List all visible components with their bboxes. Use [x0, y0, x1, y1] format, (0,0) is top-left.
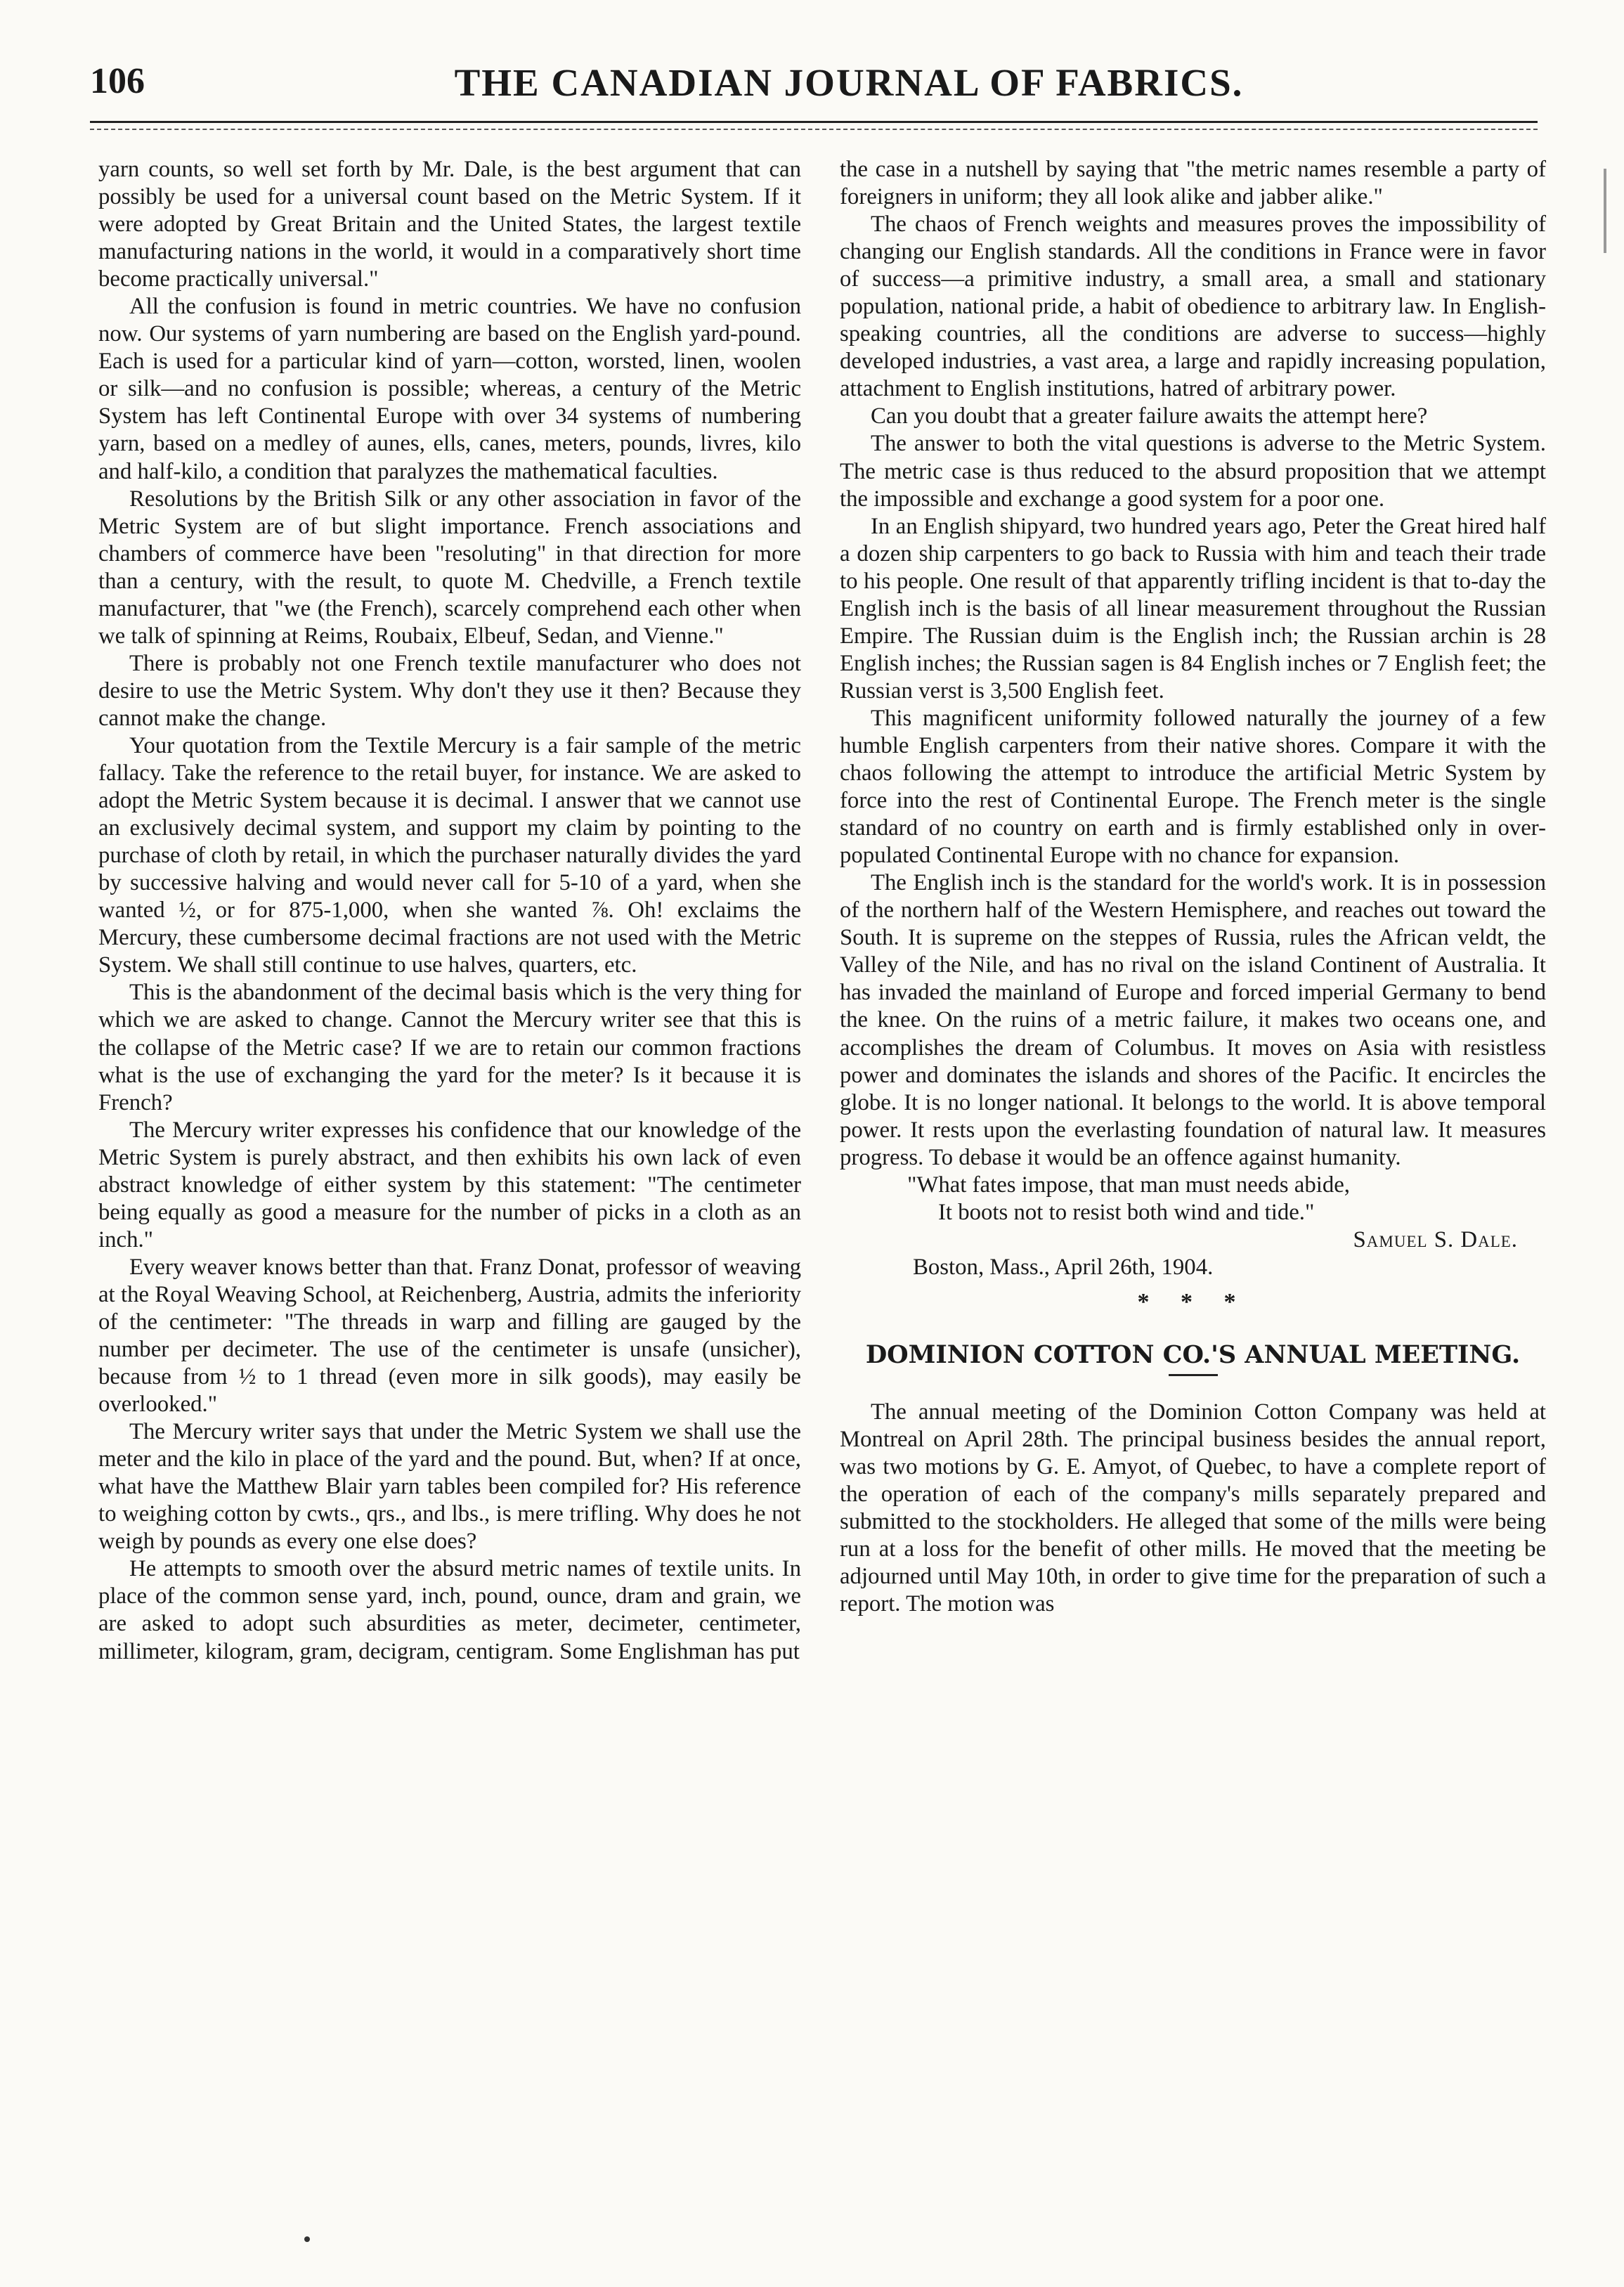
paragraph: Can you doubt that a greater failure awaits the attempt here? [871, 403, 1428, 429]
footer-dot [304, 2236, 310, 2242]
poem-line: "What fates impose, that man must needs abide, [907, 1172, 1350, 1198]
paragraph: The answer to both the vital questions is adverse to the Metric System. The metric case is thus reduced to the absurd proposition that we attempt the impossible and exchange a good system for a poor one. [840, 431, 1546, 512]
header-rule-dashed [90, 129, 1538, 130]
scan-edge-mark [1604, 169, 1606, 253]
paragraph: yarn counts, so well set forth by Mr. Dale, is the best argument that can possibly be used for a universal count based on the Metric System. If it were adopted by Great Britain and the United States, the largest textile manufacturing nations in the world, it would in a comparatively short time become practically universal." [98, 157, 801, 292]
paragraph: He attempts to smooth over the absurd metric names of textile units. In place of the common sense yard, inch, pound, ounce, dram and grain, we are asked to adopt such absurdities as meter, decimeter, centimeter, millimeter, kilogram, gram, decigram, centigram. Some Englishman has put [98, 1556, 801, 1664]
paragraph: This magnificent uniformity followed naturally the journey of a few humble English carpenters from their native shores. Compare it with the chaos following the attempt to introduce the artificial Metric System by force into the rest of Continental Europe. The French meter is the single standard of no country on earth and is firmly established only in over-populated Continental Europe with no chance for expansion. [840, 705, 1546, 869]
section-divider-stars: * * * [1137, 1288, 1249, 1315]
page-header [90, 60, 1538, 117]
paragraph: The English inch is the standard for the world's work. It is in possession of the northern half of the Western Hemisphere, and reaches out toward the South. It is supreme on the steppes of Russia, rules the African veldt, the Valley of the Nile, and has no rival on the island Continent of Australia. It has invaded the mainland of Europe and forced imperial Germany to bend the knee. On the ruins of a metric failure, it makes two oceans one, and accomplishes the dream of Columbus. It moves on Asia with resistless power and dominates the islands and shores of the Pacific. It encircles the globe. It is no longer national. It belongs to the world. It is above temporal power. It rests upon the everlasting foundation of natural law. It measures progress. To debase it would be an offence against humanity. [840, 870, 1546, 1170]
paragraph: The Mercury writer expresses his confidence that our knowledge of the Metric System is purely abstract, and then exhibits his own lack of even abstract knowledge of either system by this statement: "The centimeter being equally as good a measure for the number of picks in a cloth as an inch." [98, 1117, 801, 1252]
left-column [98, 156, 801, 1666]
paragraph: The annual meeting of the Dominion Cotton Company was held at Montreal on April 28th. The principal business besides the annual report, was two motions by G. E. Amyot, of Quebec, to have a complete report of the operation of each of the company's mills separately prepared and submitted to the stockholders. He alleged that some of the mills were being run at a loss for the benefit of other mills. He moved that the meeting be adjourned until May 10th, in order to give time for the preparation of such a report. The motion was [840, 1399, 1546, 1617]
section-title: DOMINION COTTON CO.'S ANNUAL MEETING. [865, 1340, 1521, 1369]
section-title-rule [1169, 1374, 1218, 1376]
paragraph: Your quotation from the Textile Mercury is a fair sample of the metric fallacy. Take the reference to the retail buyer, for instance. We are asked to adopt the Metric System because it is decimal. I answer that we cannot use an exclusively decimal system, and support my claim by pointing to the purchase of cloth by retail, in which the purchaser naturally divides the yard by successive halving and would never call for 5-10 of a yard, when she wanted ½, or for 875-1,000, when she wanted ⅞. Oh! exclaims the Mercury, these cumbersome decimal fractions are not used with the Metric System. We shall still continue to use halves, quarters, etc. [98, 732, 801, 978]
poem-quote [840, 1172, 1546, 1226]
poem-line: It boots not to resist both wind and tide." [938, 1199, 1315, 1225]
paragraph: The chaos of French weights and measures proves the impossibility of changing our English standards. All the conditions in France were in favor of success—a primitive industry, a small area, a small and stationary population, national pride, a habit of obedience to arbitrary law. In English-speaking countries, all the conditions are adverse to success—highly developed industries, a vast area, a large and rapidly increasing population, attachment to English institutions, hatred of arbitrary power. [840, 212, 1546, 402]
header-rule [90, 121, 1538, 123]
paragraph: This is the abandonment of the decimal basis which is the very thing for which we are asked to change. Cannot the Mercury writer see that this is the collapse of the Metric case? If we are to retain our common fractions what is the use of exchanging the yard for the meter? Is it because it is French? [98, 980, 801, 1115]
paragraph: In an English shipyard, two hundred years ago, Peter the Great hired half a dozen ship carpenters to go back to Russia with him and teach their trade to his people. One result of that apparently trifling incident is that to-day the English inch is the basis of all linear measurement throughout the Russian Empire. The Russian duim is the English inch; the Russian archin is 28 English inches; the Russian sagen is 84 English inches or 7 English feet; the Russian verst is 3,500 English feet. [840, 513, 1546, 704]
author-signature: Samuel S. Dale. [1353, 1226, 1518, 1252]
paragraph: The Mercury writer says that under the Metric System we shall use the meter and the kilo in place of the yard and the pound. But, when? If at once, what have the Matthew Blair yarn tables been compiled for? His reference to weighing cotton by cwts., qrs., and lbs., is mere trifling. Why does he not weigh by pounds as every one else does? [98, 1419, 801, 1555]
running-title: THE CANADIAN JOURNAL OF FABRICS. [454, 61, 1244, 104]
dateline: Boston, Mass., April 26th, 1904. [913, 1254, 1214, 1280]
paragraph: the case in a nutshell by saying that "the metric names resemble a party of foreigners in uniform; they all look alike and jabber alike." [840, 157, 1546, 210]
page-number: 106 [90, 61, 145, 101]
paragraph: Every weaver knows better than that. Franz Donat, professor of weaving at the Royal Weaving School, at Reichenberg, Austria, admits the inferiority of the centimeter: "The threads in warp and filling are gauged by the number per decimeter. The use of the centimeter is unsafe (unsicher), because from ½ to 1 thread (even more in silk goods), may easily be overlooked." [98, 1254, 801, 1418]
paragraph: All the confusion is found in metric countries. We have no confusion now. Our systems of yarn numbering are based on the English yard-pound. Each is used for a particular kind of yarn—cotton, worsted, linen, woolen or silk—and no confusion is possible; whereas, a century of the Metric System has left Continental Europe with over 34 systems of numbering yarn, based on a medley of aunes, ells, canes, meters, pounds, livres, kilo and half-kilo, a condition that paralyzes the mathematical faculties. [98, 294, 801, 484]
right-column [840, 156, 1546, 1618]
paragraph: There is probably not one French textile manufacturer who does not desire to use the Metric System. Why don't they use it then? Because they cannot make the change. [98, 650, 801, 731]
paragraph: Resolutions by the British Silk or any other association in favor of the Metric System are of but slight importance. French associations and chambers of commerce have been "resoluting" in that direction for more than a century, with the result, to quote M. Chedville, a French textile manufacturer, that "we (the French), scarcely comprehend each other when we talk of spinning at Reims, Roubaix, Elbeuf, Sedan, and Vienne." [98, 486, 801, 649]
